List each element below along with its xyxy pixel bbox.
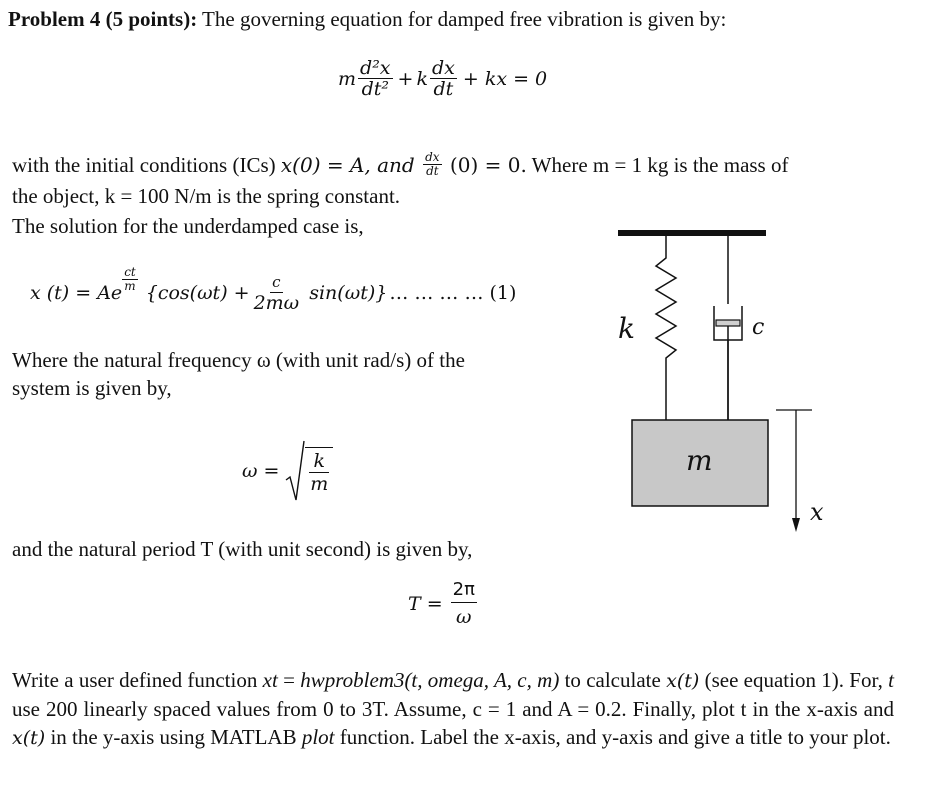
ic-2: (0) = 0.	[443, 152, 527, 177]
period-den: ω	[456, 606, 472, 628]
task-t: t	[888, 668, 894, 692]
task-p1: Write a user defined function	[12, 668, 263, 692]
sqrt-symbol-icon	[285, 440, 305, 502]
ic-dx: dx	[425, 150, 440, 164]
task-xt2: x(t)	[666, 670, 700, 692]
freq-line1: Where the natural frequency ω (with unit rad/s) of the	[12, 348, 465, 372]
eq-dt2: dt²	[361, 78, 389, 100]
sol-exp-num: ct	[124, 265, 136, 279]
label-x: x	[810, 498, 824, 526]
sol-sin: sin(ωt)}	[303, 281, 388, 304]
problem-heading: Problem 4 (5 points):	[8, 7, 198, 31]
period-num: 2π	[451, 580, 477, 603]
task-plot: plot	[301, 725, 335, 749]
task-p5: in the y-axis using MATLAB	[45, 725, 302, 749]
spring-icon	[656, 236, 676, 420]
ceiling-bar	[618, 230, 766, 236]
sol-open: {cos(ωt) +	[145, 281, 250, 304]
task-function-name: hwproblem3(t, omega, A, c, m)	[300, 668, 560, 692]
eq-d2x: d²x	[360, 57, 391, 79]
task-p6: function. Label the x-axis, and y-axis and give a title to your plot.	[334, 725, 891, 749]
task-eq: =	[277, 668, 301, 692]
period-lhs: T =	[408, 592, 443, 615]
ic-part1: with the initial conditions (ICs)	[12, 152, 281, 177]
omega-lhs: ω =	[242, 460, 280, 482]
task-p2: to calculate	[559, 668, 667, 692]
task-paragraph	[12, 666, 894, 752]
ic-line3: The solution for the underdamped case is,	[12, 214, 364, 238]
ic-line2: the object, k = 100 N/m is the spring constant.	[12, 184, 401, 208]
task-xt3: x(t)	[12, 727, 46, 749]
omega-equation	[242, 440, 333, 502]
task-p4: use 200 linearly spaced values from 0 to 3T. Assume, c = 1 and A = 0.2. Finally, plot t in the x-axis and	[12, 697, 894, 721]
sol-lhs: x (t) = Ae	[30, 281, 123, 304]
eq-dt: dt	[433, 78, 454, 100]
solution-equation	[30, 265, 517, 314]
task-p3: (see equation 1). For,	[699, 668, 889, 692]
period-equation	[408, 580, 479, 627]
omega-m: m	[310, 472, 329, 495]
label-m: m	[686, 444, 713, 477]
eq-plus: +	[397, 67, 414, 90]
sol-c: c	[272, 273, 281, 291]
period-line: and the natural period T (with unit second) is given by,	[12, 537, 473, 561]
ic-1: x(0) = A, and	[280, 152, 422, 177]
eq-d2x-dt2	[358, 58, 393, 99]
eq-dx-dt	[430, 58, 457, 99]
label-k: k	[618, 312, 635, 345]
ic-dt: dt	[426, 164, 439, 178]
sol-exponent	[122, 266, 138, 293]
omega-k: k	[309, 448, 329, 473]
problem-heading-line	[8, 6, 726, 32]
task-xt: xt	[262, 668, 278, 692]
freq-line2: system is given by,	[12, 376, 172, 400]
governing-equation	[338, 58, 547, 99]
sol-c-frac	[252, 272, 302, 313]
x-arrow-icon	[776, 410, 812, 532]
ic-part2: Where m = 1 kg is the mass of	[526, 152, 789, 177]
eq-k: k	[416, 67, 428, 90]
ic-dx-dt	[423, 151, 441, 178]
ic-line	[12, 151, 788, 178]
damper-icon	[714, 236, 742, 420]
eq-m: m	[338, 67, 357, 90]
eq-dx: dx	[431, 57, 455, 79]
sol-2m-omega: 2mω	[253, 292, 300, 314]
period-frac	[451, 580, 477, 627]
eq-rest: + kx = 0	[462, 67, 548, 90]
label-c: c	[752, 315, 765, 340]
sol-exp-den: m	[124, 279, 136, 293]
problem-intro: The governing equation for damped free vibration is given by:	[197, 7, 727, 31]
sol-dots: … … … … (1)	[389, 281, 517, 304]
spring-damper-diagram	[600, 218, 900, 558]
